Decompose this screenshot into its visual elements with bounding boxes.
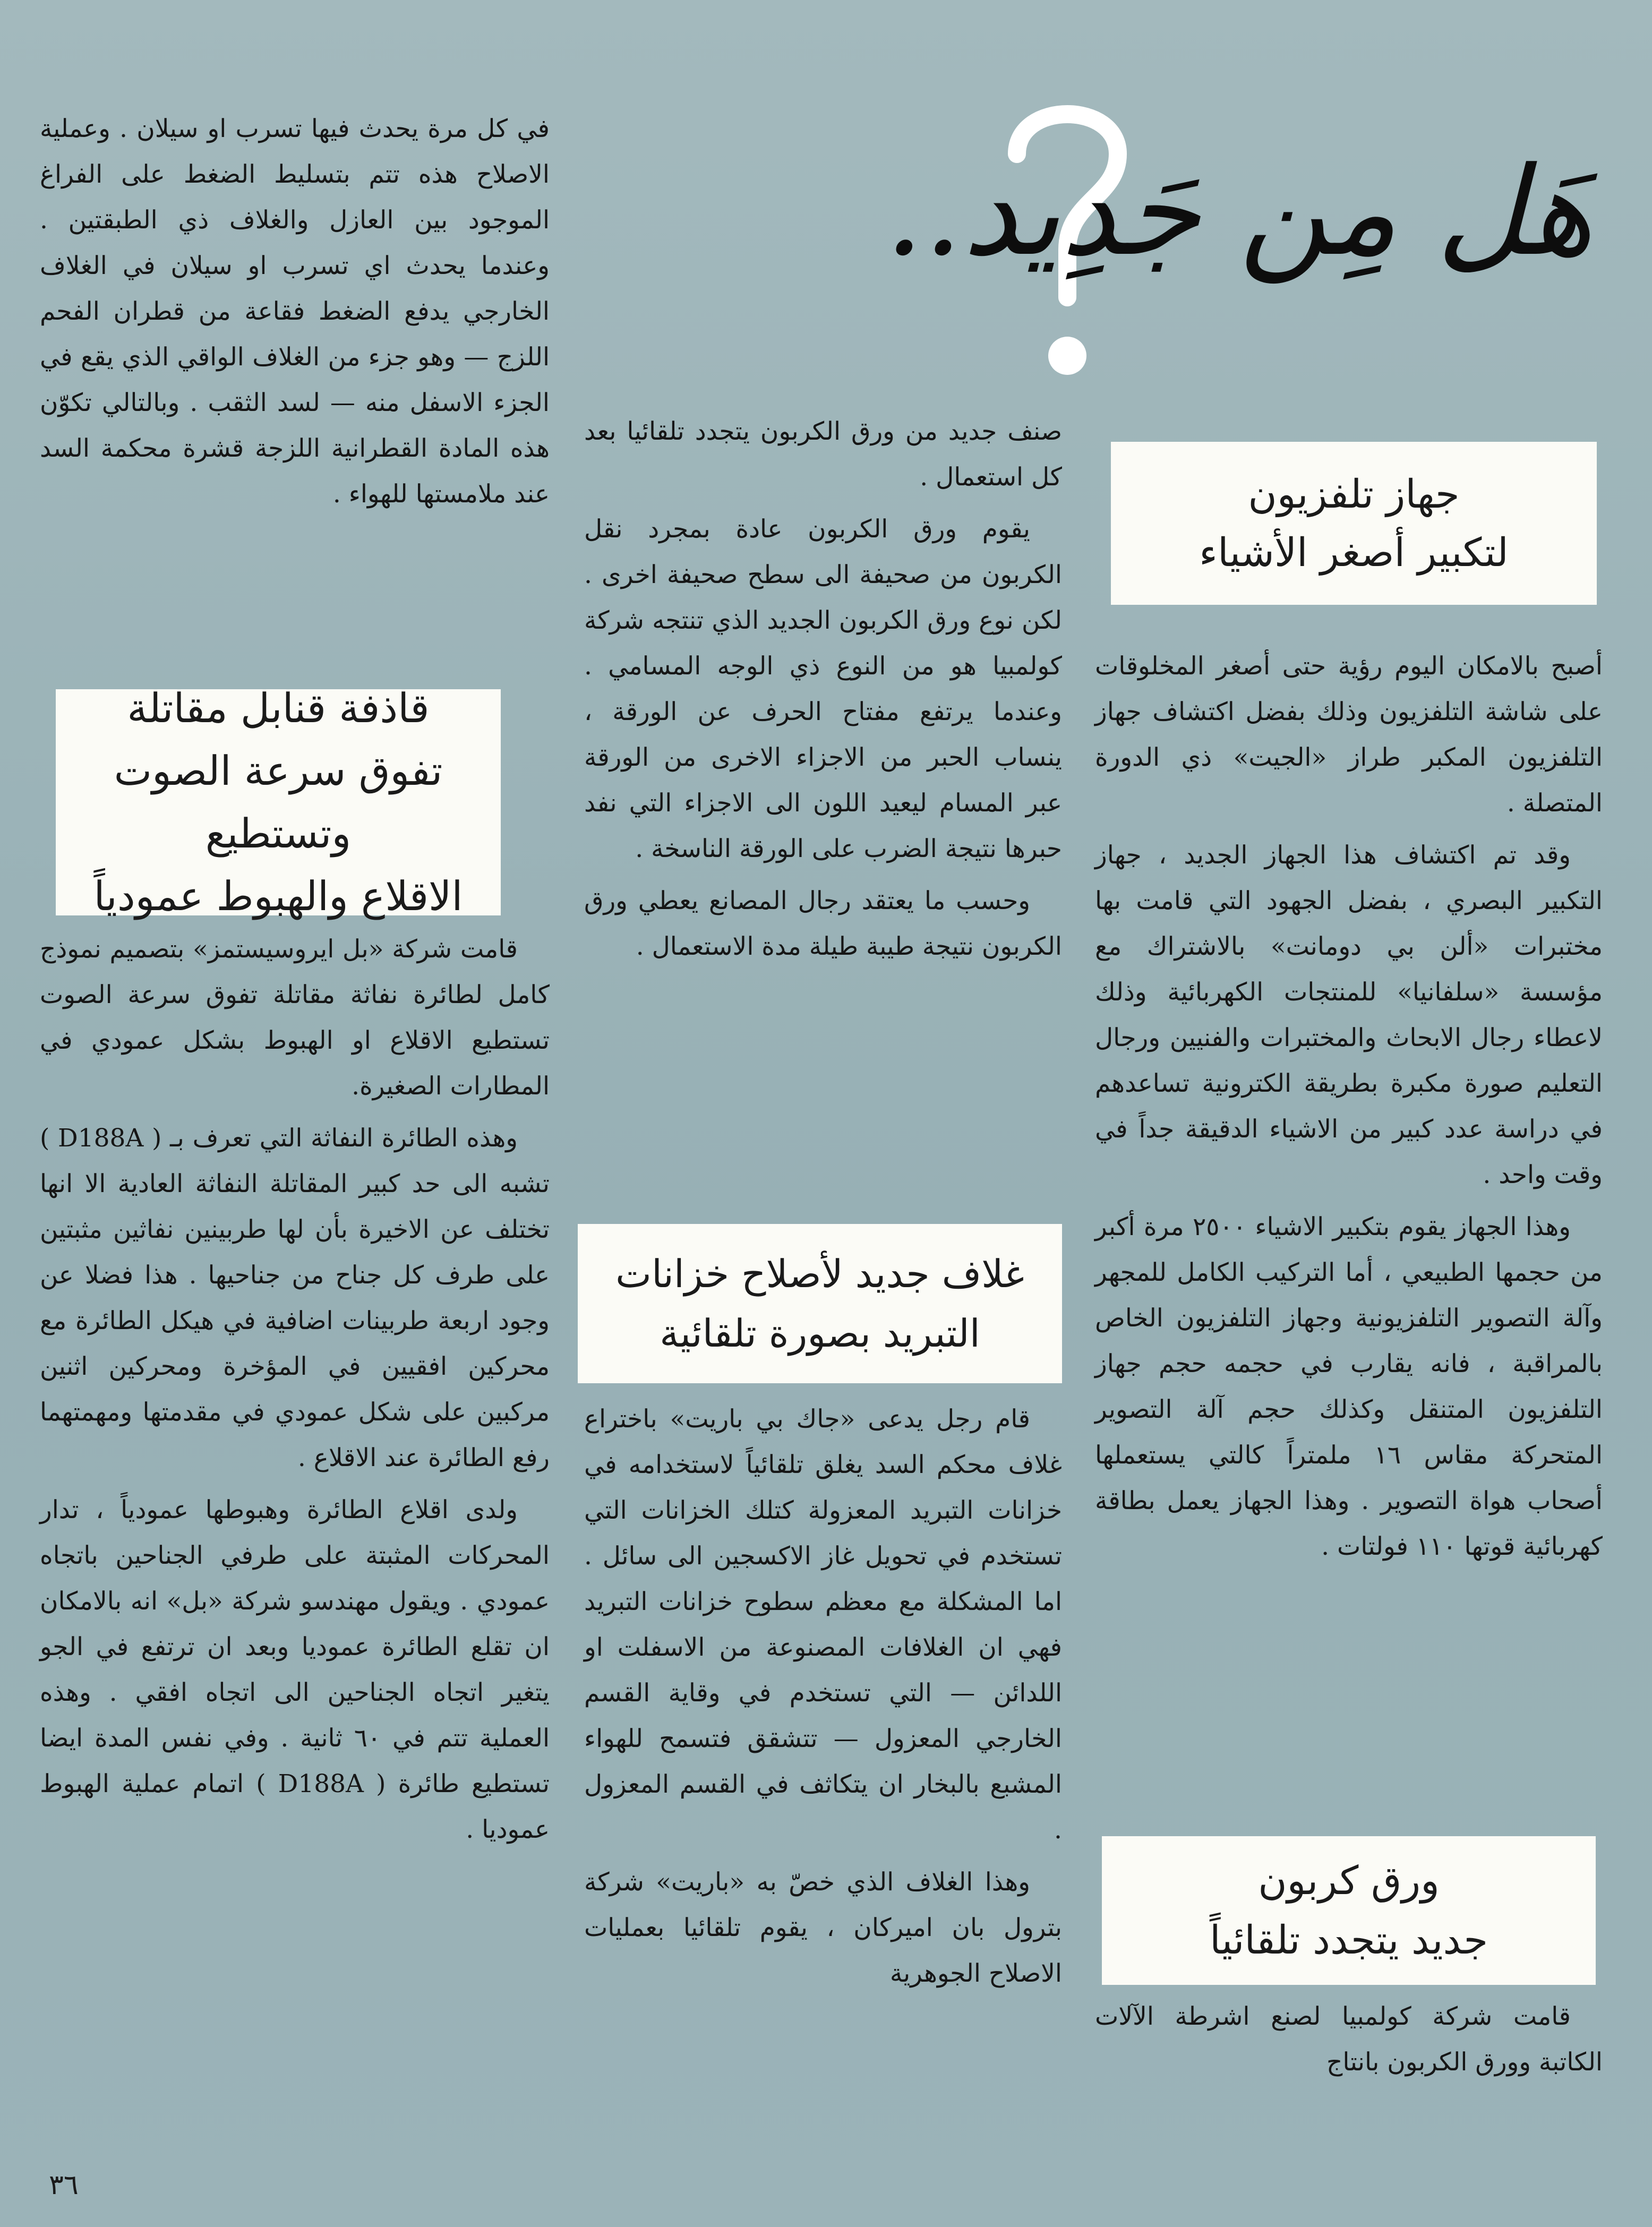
fighter-article-headline xyxy=(56,684,501,920)
carbon-paragraph-4: وحسب ما يعتقد رجال المصانع يعطي ورق الكربون نتيجة طيبة طيلة مدة الاستعمال . xyxy=(584,886,1062,961)
fighter-headline-line1: قاذفة قنابل مقاتلة xyxy=(127,684,430,732)
tank-paragraph-2: وهذا الغلاف الذي خصّ به «باريت» شركة بترول بان اميركان ، يقوم تلقائيا بعمليات الاصلاح الجوهرية xyxy=(584,1868,1062,1988)
tank-paragraph-3: في كل مرة يحدث فيها تسرب او سيلان . وعملية الاصلاح هذه تتم بتسليط الضغط على الفراغ الموجود بين العازل والغلاف ذي الطبقتين . وعندما يحدث اي تسرب او سيلان في الغلاف الخارجي يدفع الضغط فقاعة من قطران الفحم اللزج — وهو جزء من الغلاف الواقي الذي يقع في الجزء الاسفل منه — لسد الثقب . وبالتالي تكوّن هذه المادة القطرانية اللزجة قشرة محكمة السد عند ملامستها للهواء . xyxy=(40,114,550,509)
carbon-article-headline xyxy=(1102,1836,1596,1985)
tv-paragraph-2: وقد تم اكتشاف هذا الجهاز الجديد ، جهاز التكبير البصري ، بفضل الجهود التي قامت بها مختبرات «ألن بي دومانت» بالاشتراك مع مؤسسة «سلفانيا» للمنتجات الكهربائية وذلك لاعطاء رجال الابحاث والمختبرات والفنيين ورجال التعليم صورة مكبرة بطريقة الكترونية تساعدهم في دراسة عدد كبير من الاشياء الدقيقة جداً في وقت واحد . xyxy=(1095,841,1603,1189)
page-number: ٣٦ xyxy=(49,2169,79,2201)
tv-article-headline xyxy=(1111,442,1597,605)
carbon-headline-line1: ورق كربون xyxy=(1258,1858,1440,1904)
fighter-paragraph-3: ولدى اقلاع الطائرة وهبوطها عمودياً ، تدار المحركات المثبتة على طرفي الجناحين باتجاه عمودي . ويقول مهندسو شركة «بل» انه بالامكان ان تقلع الطائرة عموديا وبعد ان ترتفع في الجو يتغير اتجاه الجناحين الى اتجاه افقي . وهذه العملية تتم في ٦٠ ثانية . وفي نفس المدة ايضا تستطيع طائرة ( D188A ) اتمام عملية الهبوط عموديا . xyxy=(40,1495,550,1844)
carbon-article-body-start xyxy=(1095,1994,1603,2092)
fighter-article-body xyxy=(40,927,550,1859)
tank-paragraph-1: قام رجل يدعى «جاك بي باريت» باختراع غلاف محكم السد يغلق تلقائياً لاستخدامه في خزانات التبريد المعزولة كتلك الخزانات التي تستخدم في تحويل غاز الاكسجين الى سائل . اما المشكلة مع معظم سطوح خزانات التبريد فهي ان الغلافات المصنوعة من الاسفلت او اللدائن — التي تستخدم في وقاية القسم الخارجي المعزول — تتشقق فتسمح للهواء المشبع بالبخار ان يتكاثف في القسم المعزول . xyxy=(584,1404,1063,1845)
masthead-title: هَل مِن جَدِيد.. xyxy=(885,141,1593,283)
tank-article-headline xyxy=(578,1224,1062,1383)
tank-headline-line1: غلاف جديد لأصلاح خزانات xyxy=(615,1252,1024,1296)
tv-article-body xyxy=(1095,644,1603,1576)
masthead xyxy=(818,74,1604,372)
fighter-paragraph-2: وهذه الطائرة النفاثة التي تعرف بـ ( D188A ) تشبه الى حد كبير المقاتلة النفاثة العادية الا انها تختلف عن الاخيرة بأن لها طربينين نفاثين مثبتين على طرف كل جناح من جناحيها . هذا فضلا عن وجود اربعة طربينات اضافية في هيكل الطائرة مع محركين افقيين في المؤخرة ومحركين اثنين مركبين على شكل عمودي في مقدمتها ومهمتهما رفع الطائرة عند الاقلاع . xyxy=(40,1124,550,1472)
fighter-headline-line3: الاقلاع والهبوط عمودياً xyxy=(93,872,463,920)
fighter-paragraph-1: قامت شركة «بل ايروسيستمز» بتصميم نموذج كامل لطائرة نفاثة مقاتلة تفوق سرعة الصوت تستطيع الاقلاع او الهبوط بشكل عمودي في المطارات الصغيرة. xyxy=(40,935,550,1101)
carbon-paragraph-1: قامت شركة كولمبيا لصنع اشرطة الآلات الكاتبة وورق الكربون بانتاج xyxy=(1095,2002,1603,2077)
tv-headline-line2: لتكبير أصغر الأشياء xyxy=(1199,529,1509,576)
carbon-headline-line2: جديد يتجدد تلقائياً xyxy=(1209,1917,1488,1963)
carbon-paragraph-2: صنف جديد من ورق الكربون يتجدد تلقائيا بعد كل استعمال . xyxy=(584,417,1062,492)
carbon-article-body-continued xyxy=(584,409,1062,976)
tv-headline-line1: جهاز تلفزيون xyxy=(1248,471,1460,517)
tank-article-body xyxy=(584,1397,1062,2003)
fighter-headline-line2: تفوق سرعة الصوت وتستطيع xyxy=(114,747,443,857)
tank-article-body-continued xyxy=(40,106,550,524)
carbon-paragraph-3: يقوم ورق الكربون عادة بمجرد نقل الكربون من صحيفة الى سطح صحيفة اخرى . لكن نوع ورق الكربون الجديد الذي تنتجه شركة كولمبيا هو من النوع ذي الوجه المسامي . وعندما يرتفع مفتاح الحرف عن الورقة ، ينساب الحبر من الاجزاء الاخرى من الورقة عبر المسام ليعيد اللون الى الاجزاء التي نفد حبرها نتيجة الضرب على الورقة الناسخة . xyxy=(584,515,1062,863)
tank-headline-line2: التبريد بصورة تلقائية xyxy=(660,1311,980,1356)
tv-paragraph-3: وهذا الجهاز يقوم بتكبير الاشياء ٢٥٠٠ مرة أكبر من حجمها الطبيعي ، أما التركيب الكامل للمجهر وآلة التصوير التلفزيونية وجهاز التلفزيون الخاص بالمراقبة ، فانه يقارب في حجمه حجم جهاز التلفزيون المتنقل وكذلك حجم آلة التصوير المتحركة مقاس ١٦ ملمتراً كالتي يستعملها أصحاب هواة التصوير . وهذا الجهاز يعمل بطاقة كهربائية قوتها ١١٠ فولتات . xyxy=(1095,1212,1603,1561)
tv-paragraph-1: أصبح بالامكان اليوم رؤية حتى أصغر المخلوقات على شاشة التلفزيون وذلك بفضل اكتشاف جهاز التلفزيون المكبر طراز «الجيت» ذي الدورة المتصلة . xyxy=(1095,652,1603,818)
